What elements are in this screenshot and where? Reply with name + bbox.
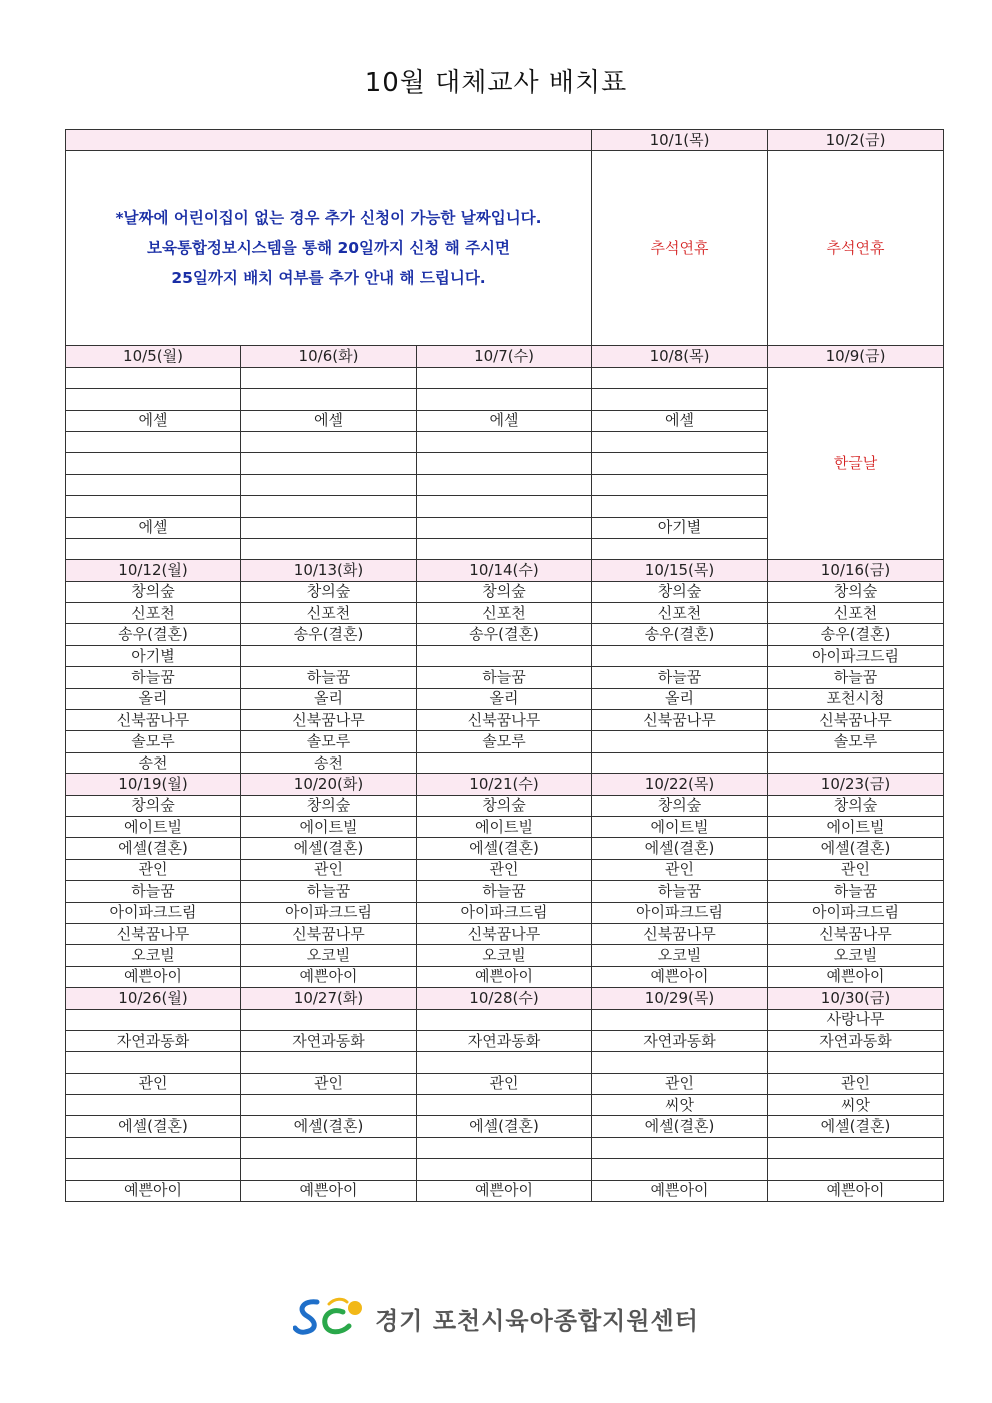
assignment-cell: 솔모루 (241, 731, 417, 752)
assignment-cell (241, 1052, 417, 1073)
week1-header-row (66, 130, 944, 151)
page-title: 10월 대체교사 배치표 (364, 68, 628, 98)
assignment-cell: 관인 (592, 859, 768, 880)
assignment-cell (66, 431, 241, 452)
assignment-cell: 에이트빌 (417, 816, 592, 837)
assignment-cell (241, 1095, 417, 1116)
date-header-cell: 10/19(월) (66, 774, 241, 795)
assignment-cell (417, 367, 592, 388)
table-row (66, 1095, 944, 1116)
assignment-cell: 예쁜아이 (241, 966, 417, 987)
week3-header-row (66, 560, 944, 581)
week4-header-row (66, 774, 944, 795)
assignment-cell: 에셀(결혼) (66, 838, 241, 859)
assignment-cell: 자연과동화 (592, 1030, 768, 1051)
assignment-cell (417, 517, 592, 538)
assignment-cell: 송우(결혼) (592, 624, 768, 645)
notice-line: 25일까지 배치 여부를 추가 안내 해 드립니다. (171, 269, 486, 288)
table-row (66, 367, 944, 388)
assignment-cell: 관인 (417, 1073, 592, 1094)
assignment-cell: 에셀(결혼) (241, 1116, 417, 1137)
assignment-cell (592, 431, 768, 452)
notice-line: *날짜에 어린이집이 없는 경우 추가 신청이 가능한 날짜입니다. (115, 209, 542, 228)
assignment-cell: 오코빌 (241, 945, 417, 966)
assignment-cell: 신포천 (592, 603, 768, 624)
assignment-cell (592, 538, 768, 559)
table-row (66, 838, 944, 859)
table-row (66, 624, 944, 645)
assignment-cell: 하늘꿈 (241, 667, 417, 688)
assignment-cell: 신북꿈나무 (66, 923, 241, 944)
assignment-cell: 씨앗 (768, 1095, 944, 1116)
assignment-cell (66, 367, 241, 388)
assignment-cell: 자연과동화 (66, 1030, 241, 1051)
assignment-cell: 하늘꿈 (241, 881, 417, 902)
assignment-cell: 송우(결혼) (768, 624, 944, 645)
date-header-cell: 10/20(화) (241, 774, 417, 795)
holiday-cell: 추석연휴 (768, 151, 944, 346)
assignment-cell: 아이파크드림 (768, 645, 944, 666)
table-row (66, 902, 944, 923)
date-header-cell: 10/6(화) (241, 346, 417, 367)
assignment-cell (417, 645, 592, 666)
date-header-cell: 10/9(금) (768, 346, 944, 367)
assignment-cell (592, 474, 768, 495)
blank-header-cell (66, 130, 592, 151)
assignment-cell: 송우(결혼) (241, 624, 417, 645)
assignment-cell (66, 538, 241, 559)
assignment-cell: 포천시청 (768, 688, 944, 709)
assignment-cell: 올리 (592, 688, 768, 709)
table-row (66, 581, 944, 602)
assignment-cell: 관인 (592, 1073, 768, 1094)
assignment-cell (417, 496, 592, 517)
assignment-cell (241, 645, 417, 666)
notice-box (66, 151, 592, 346)
assignment-cell: 창의숲 (592, 795, 768, 816)
assignment-cell (66, 1052, 241, 1073)
assignment-cell: 예쁜아이 (592, 1180, 768, 1201)
table-row (66, 923, 944, 944)
assignment-cell (417, 1052, 592, 1073)
date-header-cell: 10/13(화) (241, 560, 417, 581)
assignment-cell: 하늘꿈 (66, 881, 241, 902)
assignment-cell (592, 367, 768, 388)
assignment-cell: 에셀 (417, 410, 592, 431)
holiday-cell: 한글날 (768, 367, 944, 560)
assignment-cell: 신북꿈나무 (241, 923, 417, 944)
date-header-cell: 10/8(목) (592, 346, 768, 367)
assignment-cell: 아기별 (592, 517, 768, 538)
assignment-cell: 솔모루 (768, 731, 944, 752)
assignment-cell (592, 731, 768, 752)
assignment-cell: 관인 (241, 859, 417, 880)
table-row (66, 1009, 944, 1030)
assignment-cell: 신북꿈나무 (768, 710, 944, 731)
week2-header-row (66, 346, 944, 367)
date-header-cell: 10/23(금) (768, 774, 944, 795)
table-row (66, 688, 944, 709)
table-row (66, 710, 944, 731)
assignment-cell: 신북꿈나무 (417, 710, 592, 731)
assignment-cell: 예쁜아이 (417, 966, 592, 987)
assignment-cell: 하늘꿈 (768, 881, 944, 902)
date-header-cell: 10/29(목) (592, 988, 768, 1009)
assignment-cell: 송천 (66, 752, 241, 773)
assignment-cell: 에이트빌 (592, 816, 768, 837)
assignment-cell (241, 389, 417, 410)
date-header-cell: 10/22(목) (592, 774, 768, 795)
assignment-cell: 아기별 (66, 645, 241, 666)
assignment-cell: 에셀(결혼) (768, 838, 944, 859)
assignment-cell: 창의숲 (417, 581, 592, 602)
assignment-cell (66, 1009, 241, 1030)
assignment-cell: 송우(결혼) (417, 624, 592, 645)
table-row (66, 1159, 944, 1180)
assignment-cell (592, 453, 768, 474)
table-row (66, 1030, 944, 1051)
assignment-cell (417, 538, 592, 559)
assignment-cell: 자연과동화 (241, 1030, 417, 1051)
assignment-cell: 에셀 (592, 410, 768, 431)
table-row (66, 881, 944, 902)
table-row (66, 816, 944, 837)
assignment-cell (768, 1159, 944, 1180)
assignment-cell: 송우(결혼) (66, 624, 241, 645)
table-row (66, 1180, 944, 1201)
assignment-cell: 관인 (768, 1073, 944, 1094)
assignment-cell (417, 474, 592, 495)
assignment-cell: 창의숲 (241, 795, 417, 816)
assignment-cell (241, 538, 417, 559)
table-row (66, 667, 944, 688)
date-header-cell: 10/28(수) (417, 988, 592, 1009)
assignment-cell: 예쁜아이 (768, 1180, 944, 1201)
assignment-cell: 올리 (66, 688, 241, 709)
assignment-cell (241, 1009, 417, 1030)
assignment-cell (417, 1137, 592, 1158)
assignment-cell: 관인 (417, 859, 592, 880)
schedule-table (65, 129, 944, 1202)
assignment-cell (241, 453, 417, 474)
assignment-cell: 오코빌 (66, 945, 241, 966)
assignment-cell: 신북꿈나무 (592, 923, 768, 944)
assignment-cell: 아이파크드림 (241, 902, 417, 923)
assignment-cell: 올리 (417, 688, 592, 709)
assignment-cell (417, 1095, 592, 1116)
table-row (66, 752, 944, 773)
assignment-cell: 에셀(결혼) (417, 838, 592, 859)
assignment-cell: 아이파크드림 (768, 902, 944, 923)
assignment-cell: 신북꿈나무 (592, 710, 768, 731)
assignment-cell: 관인 (66, 859, 241, 880)
assignment-cell: 신포천 (66, 603, 241, 624)
center-logo-icon (293, 1296, 369, 1340)
organization-name: 경기 포천시육아종합지원센터 (375, 1306, 699, 1335)
assignment-cell (241, 1159, 417, 1180)
assignment-cell: 자연과동화 (417, 1030, 592, 1051)
assignment-cell: 신북꿈나무 (66, 710, 241, 731)
table-row (66, 731, 944, 752)
assignment-cell: 창의숲 (768, 795, 944, 816)
assignment-cell (768, 1052, 944, 1073)
assignment-cell (592, 1137, 768, 1158)
assignment-cell: 하늘꿈 (417, 667, 592, 688)
assignment-cell: 신북꿈나무 (768, 923, 944, 944)
assignment-cell: 하늘꿈 (592, 881, 768, 902)
assignment-cell (592, 496, 768, 517)
assignment-cell (592, 1052, 768, 1073)
assignment-cell (66, 1159, 241, 1180)
assignment-cell: 예쁜아이 (768, 966, 944, 987)
assignment-cell (66, 474, 241, 495)
assignment-cell: 예쁜아이 (66, 1180, 241, 1201)
assignment-cell (66, 1137, 241, 1158)
assignment-cell: 솔모루 (66, 731, 241, 752)
assignment-cell: 신포천 (417, 603, 592, 624)
assignment-cell (241, 431, 417, 452)
table-row (66, 966, 944, 987)
assignment-cell: 하늘꿈 (592, 667, 768, 688)
assignment-cell: 하늘꿈 (66, 667, 241, 688)
assignment-cell: 신포천 (768, 603, 944, 624)
assignment-cell: 아이파크드림 (417, 902, 592, 923)
assignment-cell: 예쁜아이 (417, 1180, 592, 1201)
assignment-cell (66, 1095, 241, 1116)
date-header-cell: 10/26(월) (66, 988, 241, 1009)
date-header-cell: 10/27(화) (241, 988, 417, 1009)
assignment-cell: 예쁜아이 (592, 966, 768, 987)
assignment-cell: 사랑나무 (768, 1009, 944, 1030)
assignment-cell: 오코빌 (417, 945, 592, 966)
week1-content-row (66, 151, 944, 346)
assignment-cell: 오코빌 (592, 945, 768, 966)
assignment-cell: 에셀 (241, 410, 417, 431)
assignment-cell: 에셀(결혼) (241, 838, 417, 859)
holiday-cell: 추석연휴 (592, 151, 768, 346)
assignment-cell (592, 752, 768, 773)
date-header-cell: 10/15(목) (592, 560, 768, 581)
table-row (66, 1073, 944, 1094)
assignment-cell: 에셀(결혼) (66, 1116, 241, 1137)
assignment-cell: 관인 (66, 1073, 241, 1094)
table-row (66, 603, 944, 624)
table-row (66, 945, 944, 966)
assignment-cell: 에셀 (66, 410, 241, 431)
assignment-cell (66, 389, 241, 410)
date-header-cell: 10/1(목) (592, 130, 768, 151)
assignment-cell (241, 496, 417, 517)
assignment-cell: 오코빌 (768, 945, 944, 966)
assignment-cell: 창의숲 (592, 581, 768, 602)
assignment-cell: 솔모루 (417, 731, 592, 752)
table-row (66, 1052, 944, 1073)
assignment-cell: 창의숲 (241, 581, 417, 602)
date-header-cell: 10/2(금) (768, 130, 944, 151)
table-row (66, 795, 944, 816)
assignment-cell: 올리 (241, 688, 417, 709)
assignment-cell: 에셀(결혼) (417, 1116, 592, 1137)
assignment-cell: 자연과동화 (768, 1030, 944, 1051)
assignment-cell: 신북꿈나무 (241, 710, 417, 731)
assignment-cell (241, 474, 417, 495)
assignment-cell: 창의숲 (768, 581, 944, 602)
assignment-cell (241, 1137, 417, 1158)
assignment-cell (768, 1137, 944, 1158)
assignment-cell: 에셀 (66, 517, 241, 538)
assignment-cell (592, 389, 768, 410)
assignment-cell (241, 517, 417, 538)
assignment-cell (66, 453, 241, 474)
assignment-cell (592, 1009, 768, 1030)
assignment-cell (66, 496, 241, 517)
assignment-cell (592, 645, 768, 666)
assignment-cell: 에이트빌 (66, 816, 241, 837)
date-header-cell: 10/5(월) (66, 346, 241, 367)
date-header-cell: 10/14(수) (417, 560, 592, 581)
assignment-cell: 하늘꿈 (417, 881, 592, 902)
assignment-cell: 에이트빌 (241, 816, 417, 837)
assignment-cell: 관인 (768, 859, 944, 880)
assignment-cell: 신북꿈나무 (417, 923, 592, 944)
date-header-cell: 10/21(수) (417, 774, 592, 795)
assignment-cell: 예쁜아이 (241, 1180, 417, 1201)
assignment-cell: 하늘꿈 (768, 667, 944, 688)
assignment-cell (417, 431, 592, 452)
week5-header-row (66, 988, 944, 1009)
assignment-cell: 창의숲 (66, 795, 241, 816)
assignment-cell: 신포천 (241, 603, 417, 624)
assignment-cell (592, 1159, 768, 1180)
date-header-cell: 10/30(금) (768, 988, 944, 1009)
assignment-cell: 창의숲 (66, 581, 241, 602)
assignment-cell: 씨앗 (592, 1095, 768, 1116)
table-row (66, 1137, 944, 1158)
assignment-cell (768, 752, 944, 773)
table-row (66, 859, 944, 880)
table-row (66, 1116, 944, 1137)
date-header-cell: 10/7(수) (417, 346, 592, 367)
date-header-cell: 10/12(월) (66, 560, 241, 581)
assignment-cell (417, 1159, 592, 1180)
assignment-cell: 에셀(결혼) (768, 1116, 944, 1137)
date-header-cell: 10/16(금) (768, 560, 944, 581)
assignment-cell: 예쁜아이 (66, 966, 241, 987)
assignment-cell: 관인 (241, 1073, 417, 1094)
assignment-cell (417, 389, 592, 410)
assignment-cell (241, 367, 417, 388)
assignment-cell (417, 752, 592, 773)
assignment-cell: 에셀(결혼) (592, 838, 768, 859)
assignment-cell: 아이파크드림 (592, 902, 768, 923)
assignment-cell: 창의숲 (417, 795, 592, 816)
footer (0, 1296, 992, 1340)
assignment-cell (417, 1009, 592, 1030)
notice-line: 보육통합정보시스템을 통해 20일까지 신청 해 주시면 (147, 239, 510, 258)
assignment-cell (417, 453, 592, 474)
assignment-cell: 에이트빌 (768, 816, 944, 837)
assignment-cell: 송천 (241, 752, 417, 773)
assignment-cell: 아이파크드림 (66, 902, 241, 923)
table-row (66, 645, 944, 666)
assignment-cell: 에셀(결혼) (592, 1116, 768, 1137)
